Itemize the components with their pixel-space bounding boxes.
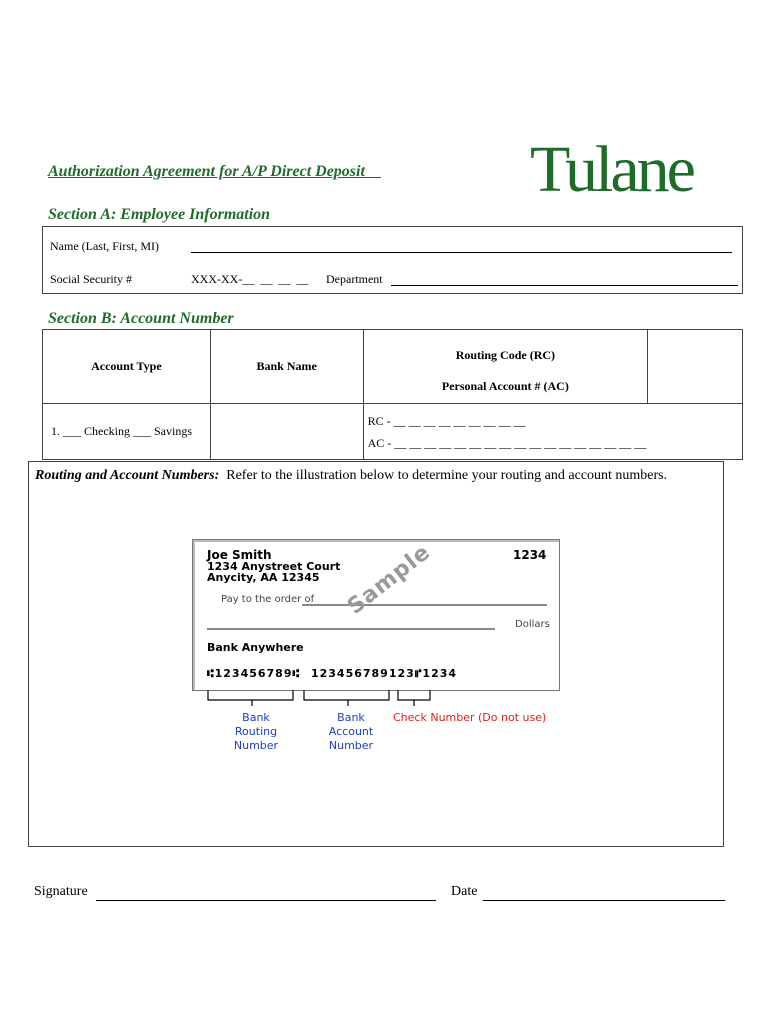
section-a-heading: Section A: Employee Information <box>48 206 271 223</box>
ac-field[interactable]: AC - __ __ __ __ __ __ __ __ __ __ __ __ __ __ __ __ __ <box>367 435 647 450</box>
micr-account: 123456789123 <box>310 667 415 680</box>
name-field[interactable] <box>191 252 732 253</box>
account-type-cell[interactable]: 1. ___ Checking ___ Savings <box>43 404 211 460</box>
rc-field[interactable]: RC - __ __ __ __ __ __ __ __ __ <box>367 413 526 428</box>
ssn-label: Social Security # <box>50 272 132 286</box>
account-table <box>42 329 743 460</box>
col-bank-name: Bank Name <box>210 330 363 404</box>
department-label: Department <box>326 272 383 286</box>
routing-text: Refer to the illustration below to determine your routing and account numbers. <box>219 468 668 483</box>
form-title: Authorization Agreement for A/P Direct Deposit <box>48 163 381 180</box>
section-b-heading: Section B: Account Number <box>48 310 234 327</box>
check-number: 1234 <box>513 548 547 562</box>
rc-ac-cell[interactable] <box>363 404 742 460</box>
routing-instructions <box>35 468 667 484</box>
check-address2: Anycity, AA 12345 <box>207 571 320 584</box>
micr-symbol-icon: ⑈ <box>414 667 423 680</box>
micr-routing: 123456789 <box>214 667 293 680</box>
account-number-callout: Bank Account Number <box>328 711 374 752</box>
check-number-callout: Check Number (Do not use) <box>393 711 547 724</box>
micr-symbol-icon: ⑆ <box>292 667 301 680</box>
date-label: Date <box>451 884 478 899</box>
micr-line <box>207 667 457 680</box>
micr-check: 1234 <box>422 667 458 680</box>
bank-name-cell[interactable] <box>210 404 363 460</box>
col-routing-account <box>363 330 648 404</box>
date-field[interactable] <box>483 900 725 901</box>
routing-code-header: Routing Code (RC) <box>455 348 556 362</box>
pay-to-line <box>302 604 547 606</box>
department-field[interactable] <box>391 285 738 286</box>
routing-label: Routing and Account Numbers: <box>35 468 220 483</box>
pay-to-label: Pay to the order of <box>221 594 315 605</box>
bank-name: Bank Anywhere <box>207 641 304 654</box>
dollars-label: Dollars <box>515 619 550 630</box>
sample-watermark: Sample <box>343 539 436 620</box>
name-label: Name (Last, First, MI) <box>50 239 159 253</box>
signature-field[interactable] <box>96 900 436 901</box>
check-name: Joe Smith <box>207 548 272 562</box>
col-account-type: Account Type <box>43 330 211 404</box>
tulane-logo: Tulane <box>530 133 693 206</box>
routing-bracket <box>208 690 293 706</box>
micr-brackets <box>190 686 450 710</box>
employee-info-box <box>42 226 743 294</box>
col-extra <box>648 330 743 404</box>
sample-check <box>192 539 560 691</box>
ssn-field[interactable]: XXX-XX-__ __ __ __ <box>191 272 309 286</box>
routing-number-callout: Bank Routing Number <box>233 711 279 752</box>
amount-line <box>207 628 495 630</box>
signature-label: Signature <box>34 884 88 899</box>
check-address1: 1234 Anystreet Court <box>207 560 341 573</box>
account-bracket <box>304 690 389 706</box>
personal-account-header: Personal Account # (AC) <box>441 379 569 393</box>
check-bracket <box>398 690 430 706</box>
micr-symbol-icon: ⑆ <box>207 667 215 680</box>
